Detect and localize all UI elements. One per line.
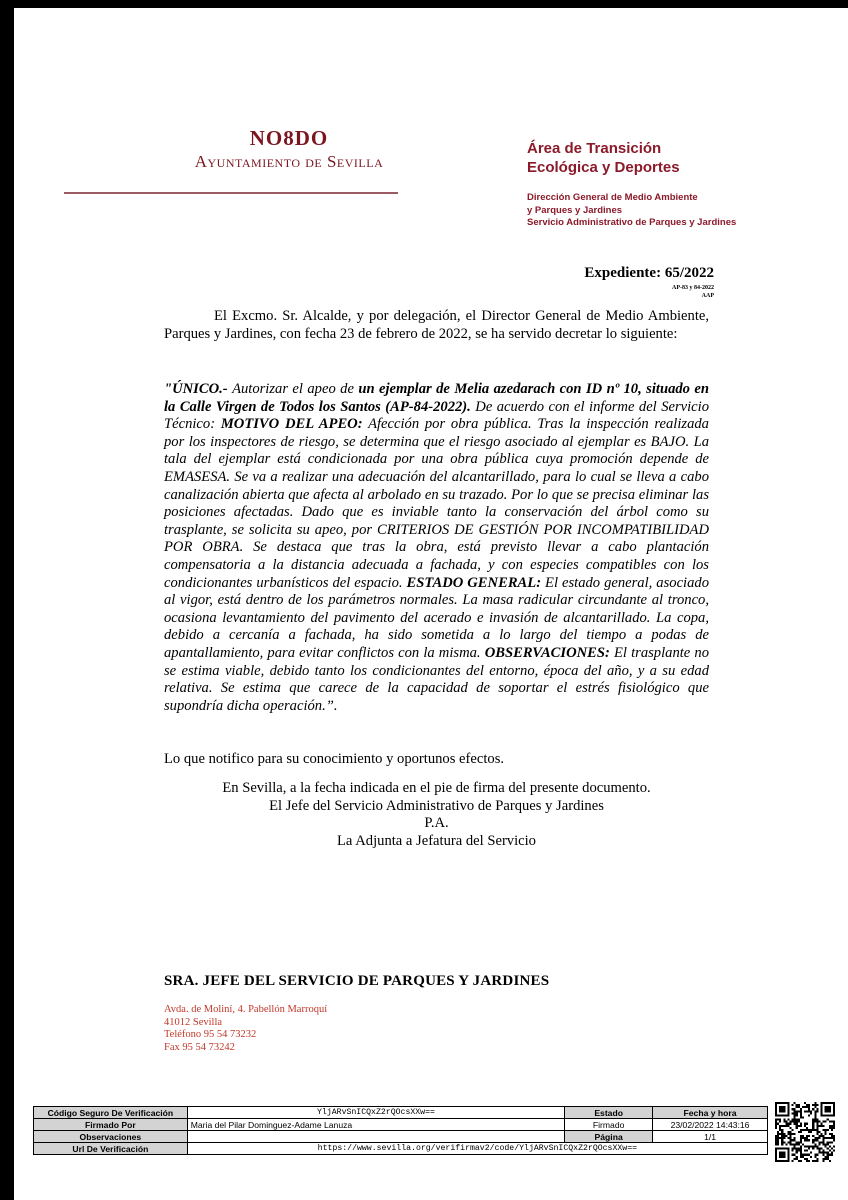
- logo-motto: NO8DO: [249, 126, 329, 150]
- intro-paragraph: El Excmo. Sr. Alcalde, y por delegación, el Director General de Medio Ambiente, Parques y Jardines, con fecha 23 de febrero de 2022, se ha servido decretar lo siguiente:: [164, 308, 709, 342]
- decree-text: El estado general, asociado al vigor, está dentro de los parámetros normales. La masa radicular circundante al tronco, ocasiona levantamiento del pavimento del acerado e invasión de alcantarillado. La copa, debido a cercanía a fachada, ha sido sometida a lo largo del tiempo a podas de apantallamiento, para evitar conflictos con la misma.: [164, 574, 709, 661]
- closing-block: [164, 780, 709, 850]
- address-line-1: Avda. de Moliní, 4. Pabellón Marroquí: [164, 1004, 328, 1015]
- notification-paragraph: Lo que notifico para su conocimiento y oportunos efectos.: [164, 751, 505, 767]
- url-label: Url De Verificación: [34, 1143, 188, 1155]
- expediente-refs: [574, 284, 714, 300]
- direction-line-2: y Parques y Jardines: [527, 204, 623, 216]
- table-row: [34, 1143, 768, 1155]
- address-block: [164, 1004, 327, 1054]
- decree-text: De acuerdo con el informe del Servicio Técnico:: [164, 398, 710, 433]
- decree-paragraph: [164, 381, 709, 715]
- direction-line-1: Dirección General de Medio Ambiente: [527, 192, 698, 203]
- url-value[interactable]: https://www.sevilla.org/verifirmav2/code/YljARvSnICQxZ2rQOcsXXw==: [187, 1143, 767, 1155]
- expediente-ref-2: AAP: [701, 293, 714, 299]
- pagina-value: 1/1: [653, 1131, 768, 1143]
- observaciones-value: [187, 1131, 564, 1143]
- estado-label: Estado: [565, 1107, 653, 1119]
- closing-line-3: P.A.: [424, 815, 449, 832]
- decree-text: El trasplante no se estima viable, debido tanto los condicionantes del entorno, época del año, y a su edad relativa. Se estima que carece de la capacidad de soportar el estrés fisiológico que supondría dicha operación.”.: [164, 644, 710, 714]
- pagina-label: Página: [565, 1131, 653, 1143]
- decree-text: Autorizar el apeo de: [232, 381, 359, 397]
- decree-section-estado: ESTADO GENERAL:: [406, 574, 542, 591]
- decree-section-motivo: MOTIVO DEL APEO:: [220, 416, 363, 433]
- logo-divider: [64, 192, 398, 194]
- area-line-2: Ecológica y Deportes: [527, 159, 680, 176]
- closing-line-2: El Jefe del Servicio Administrativo de Parques y Jardines: [269, 797, 604, 814]
- expediente-number: Expediente: 65/2022: [584, 265, 714, 281]
- direction-line-3: Servicio Administrativo de Parques y Jardines: [527, 217, 737, 228]
- qr-code-icon: [775, 1102, 835, 1162]
- closing-line-4: La Adjunta a Jefatura del Servicio: [337, 832, 536, 849]
- decree-text: Afección por obra pública. Tras la inspección realizada por los inspectores de riesgo, se determina que el riesgo asociado al ejemplar es BAJO. La tala del ejemplar está condicionada por una obra pública cuya promoción depende de EMASESA. Se va a realizar una adecuación del alcantarillado, para lo cual se lleva a cabo canalización abierta que afecta al arbolado en su trazado. Por lo que se precisa eliminar las posiciones afectadas. Dado que es inviable tanto la conservación del árbol como su trasplante, se solicita su apeo, por CRITERIOS DE GESTIÓN POR INCOMPATIBILIDAD POR OBRA. Se destaca que tras la obra, está previsto llevar a cabo plantación compensatoria a la distancia adecuada a fachada, y con especies compatibles con los condicionantes urbanísticos del espacio.: [164, 416, 709, 591]
- address-line-4: Fax 95 54 73242: [164, 1041, 235, 1053]
- direction-block: [527, 192, 736, 230]
- expediente-ref-1: AP-83 y 84-2022: [672, 285, 714, 291]
- logo-name: Ayuntamiento de Sevilla: [194, 152, 384, 171]
- observaciones-label: Observaciones: [34, 1131, 188, 1143]
- table-row: [34, 1119, 768, 1131]
- fecha-value: 23/02/2022 14:43:16: [653, 1119, 768, 1131]
- closing-line-1: En Sevilla, a la fecha indicada en el pie de firma del presente documento.: [222, 780, 651, 796]
- signature-table: [33, 1106, 768, 1155]
- document-page: [14, 8, 848, 1200]
- firmado-label: Firmado Por: [34, 1119, 188, 1131]
- table-row: [34, 1107, 768, 1119]
- recipient: SRA. JEFE DEL SERVICIO DE PARQUES Y JARDINES: [164, 973, 550, 989]
- csv-value: YljARvSnICQxZ2rQOcsXXw==: [187, 1107, 564, 1119]
- area-line-1: Área de Transición: [527, 140, 662, 157]
- table-row: [34, 1131, 768, 1143]
- address-line-3: Teléfono 95 54 73232: [164, 1029, 257, 1041]
- fecha-label: Fecha y hora: [653, 1107, 768, 1119]
- estado-value: Firmado: [565, 1119, 653, 1131]
- decree-section-observaciones: OBSERVACIONES:: [484, 644, 610, 661]
- decree-heading: "ÚNICO.-: [164, 381, 233, 397]
- decree-subject: un ejemplar de Melia azedarach con ID nº 10, situado en la Calle Virgen de Todos los Santos (AP-84-2022).: [164, 381, 709, 415]
- firmado-value: Maria del Pilar Dominguez-Adame Lanuza: [187, 1119, 564, 1131]
- csv-label: Código Seguro De Verificación: [34, 1107, 188, 1119]
- area-title: [527, 139, 680, 177]
- address-line-2: 41012 Sevilla: [164, 1016, 223, 1028]
